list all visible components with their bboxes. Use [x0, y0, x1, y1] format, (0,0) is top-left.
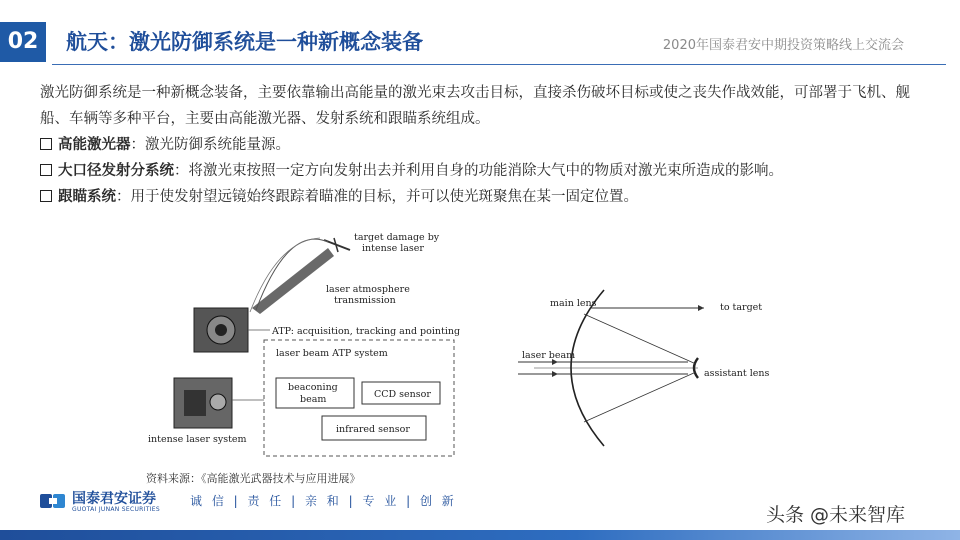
- figure-source-caption: 资料来源：《高能激光武器技术与应用进展》: [146, 472, 361, 485]
- label-atp: ATP: acquisition, tracking and pointing: [272, 326, 461, 337]
- bullet-text: ：用于使发射望远镜始终跟踪着瞄准的目标，并可以使光斑聚焦在某一固定位置。: [116, 189, 638, 205]
- bullet-item-tracking: [40, 184, 920, 210]
- logo-english-name: GUOTAI JUNAN SECURITIES: [72, 506, 160, 513]
- bottom-color-bar: [0, 530, 960, 540]
- label-beaconing-2: beam: [300, 394, 327, 405]
- intro-paragraph: 激光防御系统是一种新概念装备，主要依靠输出高能量的激光束去攻击目标，直接杀伤破坏目标或使之丧失作战效能，可部署于飞机、舰船、车辆等多种平台，主要由高能激光器、发射系统和跟瞄系统组成。: [40, 85, 910, 127]
- slide-body: [40, 80, 920, 210]
- source-watermark: 头条 @未来智库: [766, 504, 906, 526]
- section-number-badge: 02: [0, 22, 46, 62]
- label-target-damage-2: intense laser: [362, 243, 424, 254]
- label-infrared: infrared sensor: [336, 424, 410, 435]
- bullet-text: ：将激光束按照一定方向发射出去并利用自身的功能消除大气中的物质对激光束所造成的影响。: [174, 163, 783, 179]
- label-laser-beam: laser beam: [522, 350, 576, 361]
- header-divider: [52, 64, 946, 65]
- label-atmosphere-2: transmission: [334, 295, 396, 306]
- company-logo: [40, 488, 170, 518]
- bullet-text: ：激光防御系统能量源。: [130, 137, 290, 153]
- label-to-target: to target: [720, 302, 763, 313]
- label-ccd: CCD sensor: [374, 389, 431, 400]
- laser-system-figure: [138, 230, 788, 480]
- label-atp-system: laser beam ATP system: [276, 348, 388, 359]
- bullet-item-laser: [40, 132, 920, 158]
- label-target-damage-1: target damage by: [354, 232, 440, 243]
- guotai-logo-mark-icon: [40, 490, 66, 512]
- figure-drawing: [138, 230, 788, 470]
- bullet-term: 大口径发射分系统: [58, 163, 174, 179]
- checkbox-square-icon: [40, 190, 52, 202]
- label-intense-laser: intense laser system: [148, 434, 247, 445]
- bullet-term: 高能激光器: [58, 137, 131, 153]
- checkbox-square-icon: [40, 138, 52, 150]
- company-slogan: 诚 信 | 责 任 | 亲 和 | 专 业 | 创 新: [190, 494, 457, 508]
- bullet-term: 跟瞄系统: [58, 189, 116, 205]
- conference-name: 2020年国泰君安中期投资策略线上交流会: [662, 38, 904, 53]
- label-main-lens: main lens: [550, 298, 597, 309]
- label-atmosphere-1: laser atmosphere: [326, 284, 410, 295]
- checkbox-square-icon: [40, 164, 52, 176]
- bullet-item-launch: [40, 158, 920, 184]
- label-beaconing-1: beaconing: [288, 382, 338, 393]
- label-assistant-lens: assistant lens: [704, 368, 770, 379]
- slide-header: [0, 0, 960, 66]
- slide-title: 航天：激光防御系统是一种新概念装备: [66, 30, 423, 54]
- logo-chinese-name: 国泰君安证券: [72, 491, 156, 507]
